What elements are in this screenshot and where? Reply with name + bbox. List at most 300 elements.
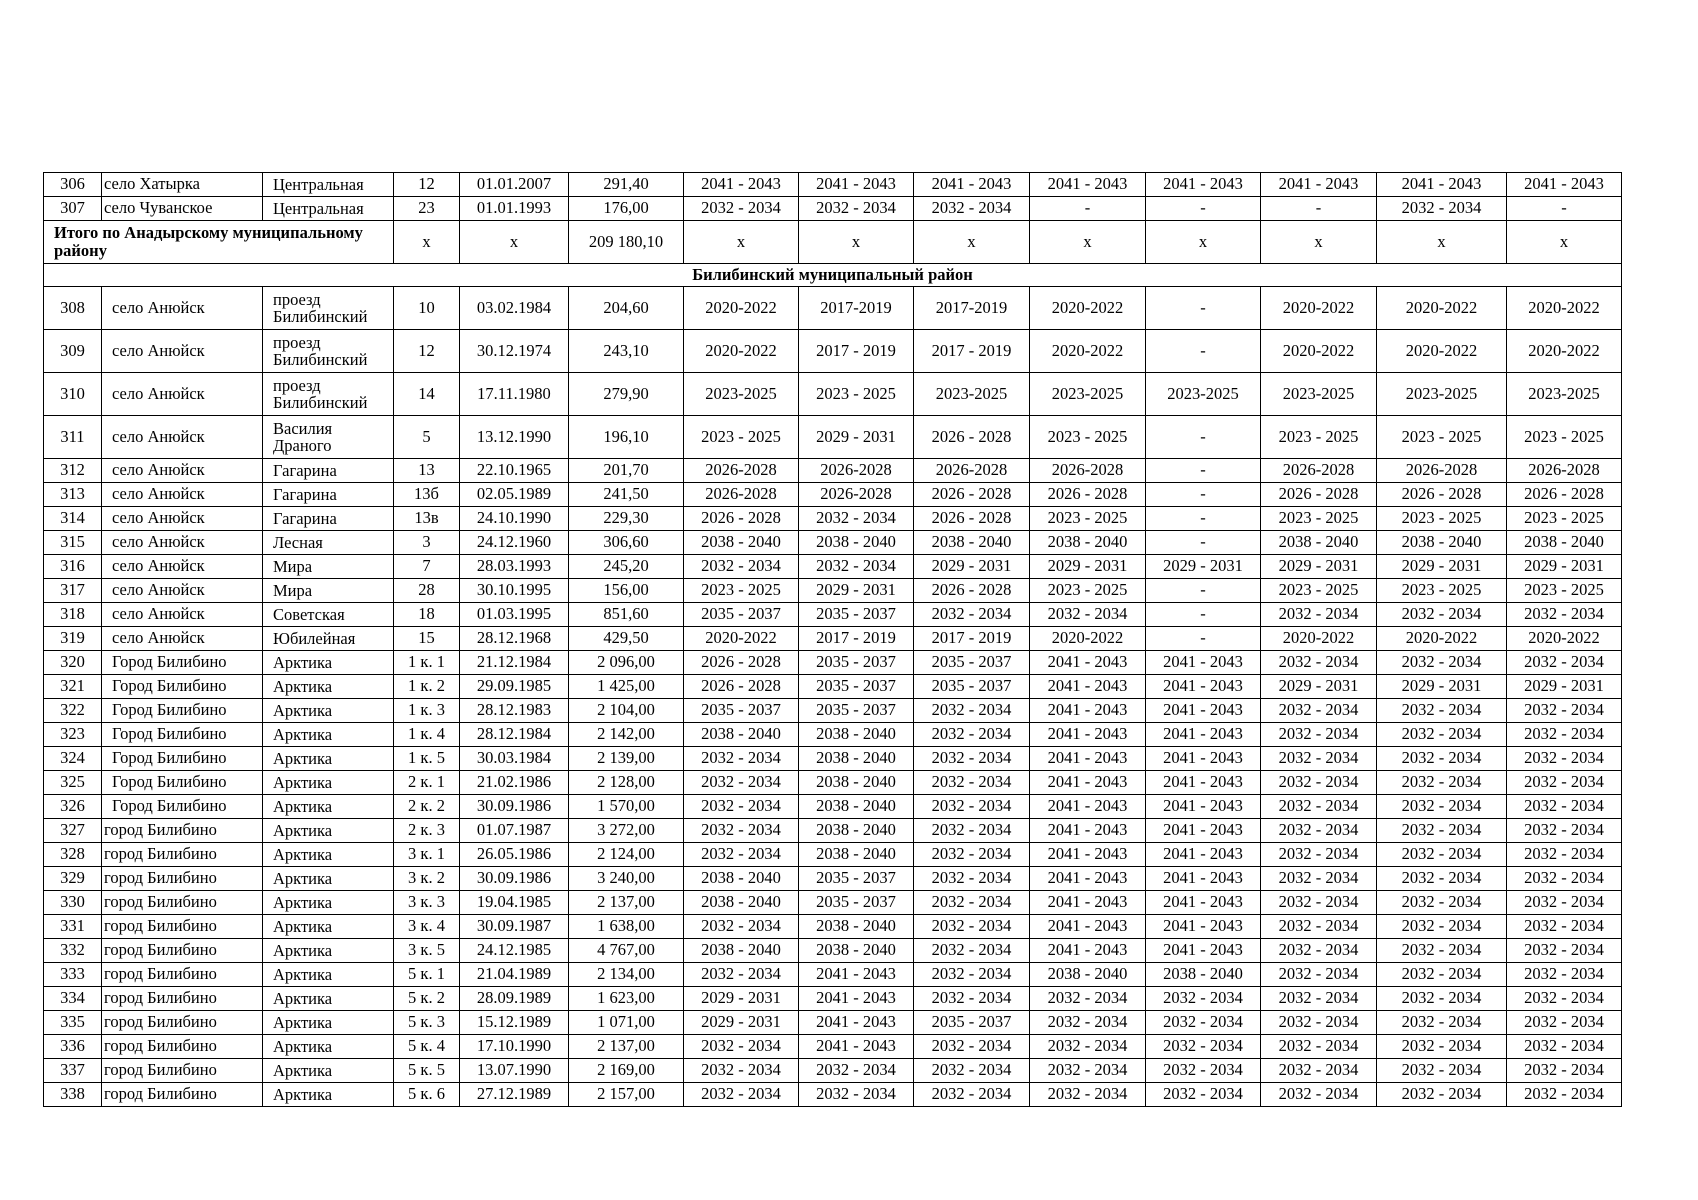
house-cell: 1 к. 1 <box>394 651 460 675</box>
total-period-cell: x <box>1030 221 1146 264</box>
date-cell: 30.09.1986 <box>460 867 569 891</box>
period-cell: - <box>1507 197 1622 221</box>
period-cell: - <box>1146 459 1261 483</box>
period-cell: 2026 - 2028 <box>1261 483 1377 507</box>
period-cell: 2020-2022 <box>1261 287 1377 330</box>
period-cell: 2023 - 2025 <box>1377 507 1507 531</box>
street-cell: Арктика <box>263 963 394 987</box>
period-cell: 2041 - 2043 <box>1146 699 1261 723</box>
row-number: 322 <box>44 699 102 723</box>
house-cell: 3 <box>394 531 460 555</box>
table-row <box>44 651 1622 675</box>
street-cell: Арктика <box>263 1059 394 1083</box>
period-cell: 2032 - 2034 <box>1377 197 1507 221</box>
period-cell: 2026-2028 <box>684 459 799 483</box>
house-cell: 5 к. 5 <box>394 1059 460 1083</box>
period-cell: 2032 - 2034 <box>1377 915 1507 939</box>
table-row <box>44 627 1622 651</box>
period-cell: - <box>1146 197 1261 221</box>
period-cell: - <box>1146 603 1261 627</box>
period-cell: 2026 - 2028 <box>684 675 799 699</box>
period-cell: 2023-2025 <box>1507 373 1622 416</box>
period-cell: 2032 - 2034 <box>684 843 799 867</box>
row-number: 318 <box>44 603 102 627</box>
period-cell: 2035 - 2037 <box>799 699 914 723</box>
area-cell: 2 134,00 <box>569 963 684 987</box>
period-cell: 2026 - 2028 <box>1377 483 1507 507</box>
row-number: 326 <box>44 795 102 819</box>
period-cell: 2026 - 2028 <box>914 579 1030 603</box>
period-cell: 2029 - 2031 <box>799 416 914 459</box>
house-cell: 28 <box>394 579 460 603</box>
house-cell: 1 к. 3 <box>394 699 460 723</box>
area-cell: 2 169,00 <box>569 1059 684 1083</box>
date-cell: 01.03.1995 <box>460 603 569 627</box>
period-cell: 2032 - 2034 <box>684 747 799 771</box>
settlement-cell: город Билибино <box>102 1059 263 1083</box>
area-cell: 429,50 <box>569 627 684 651</box>
period-cell: 2038 - 2040 <box>684 723 799 747</box>
row-number: 319 <box>44 627 102 651</box>
period-cell: 2032 - 2034 <box>1261 915 1377 939</box>
period-cell: 2035 - 2037 <box>684 699 799 723</box>
period-cell: 2032 - 2034 <box>1377 963 1507 987</box>
table-row <box>44 416 1622 459</box>
period-cell: 2032 - 2034 <box>1507 891 1622 915</box>
period-cell: 2032 - 2034 <box>1261 819 1377 843</box>
period-cell: 2041 - 2043 <box>1030 675 1146 699</box>
period-cell: 2029 - 2031 <box>1507 555 1622 579</box>
settlement-cell: город Билибино <box>102 819 263 843</box>
street-cell: Лесная <box>263 531 394 555</box>
table-row <box>44 459 1622 483</box>
period-cell: 2041 - 2043 <box>1146 747 1261 771</box>
period-cell: 2032 - 2034 <box>914 1083 1030 1107</box>
street-cell: проезд Билибинский <box>263 287 394 330</box>
house-cell: 12 <box>394 173 460 197</box>
period-cell: 2032 - 2034 <box>1377 1083 1507 1107</box>
period-cell: 2032 - 2034 <box>914 891 1030 915</box>
table-row <box>44 795 1622 819</box>
row-number: 314 <box>44 507 102 531</box>
period-cell: 2038 - 2040 <box>684 891 799 915</box>
period-cell: 2041 - 2043 <box>1146 675 1261 699</box>
row-number: 306 <box>44 173 102 197</box>
settlement-cell: село Хатырка <box>102 173 263 197</box>
row-number: 309 <box>44 330 102 373</box>
area-cell: 2 142,00 <box>569 723 684 747</box>
date-cell: 15.12.1989 <box>460 1011 569 1035</box>
area-cell: 1 570,00 <box>569 795 684 819</box>
period-cell: 2029 - 2031 <box>1377 555 1507 579</box>
period-cell: 2035 - 2037 <box>914 675 1030 699</box>
period-cell: 2032 - 2034 <box>1377 723 1507 747</box>
row-number: 316 <box>44 555 102 579</box>
period-cell: 2032 - 2034 <box>1261 651 1377 675</box>
house-cell: 5 к. 3 <box>394 1011 460 1035</box>
street-cell: Гагарина <box>263 459 394 483</box>
date-cell: 27.12.1989 <box>460 1083 569 1107</box>
street-cell: Арктика <box>263 675 394 699</box>
period-cell: 2032 - 2034 <box>1030 1083 1146 1107</box>
period-cell: 2017-2019 <box>799 287 914 330</box>
period-cell: 2035 - 2037 <box>914 651 1030 675</box>
settlement-cell: Город Билибино <box>102 651 263 675</box>
settlement-cell: село Анюйск <box>102 459 263 483</box>
house-cell: 13б <box>394 483 460 507</box>
date-cell: 30.10.1995 <box>460 579 569 603</box>
period-cell: 2026 - 2028 <box>914 483 1030 507</box>
area-cell: 2 104,00 <box>569 699 684 723</box>
period-cell: 2032 - 2034 <box>1377 1059 1507 1083</box>
period-cell: 2032 - 2034 <box>1261 603 1377 627</box>
row-number: 324 <box>44 747 102 771</box>
settlement-cell: город Билибино <box>102 963 263 987</box>
period-cell: 2041 - 2043 <box>799 1035 914 1059</box>
period-cell: 2032 - 2034 <box>684 795 799 819</box>
period-cell: 2032 - 2034 <box>1377 651 1507 675</box>
date-cell: 01.01.1993 <box>460 197 569 221</box>
period-cell: 2032 - 2034 <box>1377 699 1507 723</box>
area-cell: 1 071,00 <box>569 1011 684 1035</box>
period-cell: 2041 - 2043 <box>799 173 914 197</box>
period-cell: 2032 - 2034 <box>1377 771 1507 795</box>
period-cell: 2032 - 2034 <box>1261 1059 1377 1083</box>
house-cell: 1 к. 5 <box>394 747 460 771</box>
area-cell: 2 128,00 <box>569 771 684 795</box>
period-cell: 2026 - 2028 <box>914 507 1030 531</box>
period-cell: 2023-2025 <box>1377 373 1507 416</box>
period-cell: 2020-2022 <box>684 627 799 651</box>
period-cell: - <box>1146 330 1261 373</box>
period-cell: 2032 - 2034 <box>1377 603 1507 627</box>
house-cell: 3 к. 5 <box>394 939 460 963</box>
total-label: Итого по Анадырскому муниципальному району <box>44 221 394 264</box>
settlement-cell: город Билибино <box>102 915 263 939</box>
area-cell: 245,20 <box>569 555 684 579</box>
period-cell: 2032 - 2034 <box>1030 987 1146 1011</box>
period-cell: 2041 - 2043 <box>1146 867 1261 891</box>
area-cell: 3 272,00 <box>569 819 684 843</box>
period-cell: 2041 - 2043 <box>1030 795 1146 819</box>
period-cell: 2032 - 2034 <box>1377 747 1507 771</box>
period-cell: 2032 - 2034 <box>1507 747 1622 771</box>
house-cell: 5 к. 6 <box>394 1083 460 1107</box>
period-cell: 2026 - 2028 <box>1507 483 1622 507</box>
area-cell: 1 638,00 <box>569 915 684 939</box>
settlement-cell: Город Билибино <box>102 771 263 795</box>
area-cell: 279,90 <box>569 373 684 416</box>
street-cell: Арктика <box>263 939 394 963</box>
area-cell: 1 425,00 <box>569 675 684 699</box>
period-cell: 2032 - 2034 <box>684 819 799 843</box>
house-cell: 1 к. 2 <box>394 675 460 699</box>
period-cell: 2026-2028 <box>799 483 914 507</box>
area-cell: 204,60 <box>569 287 684 330</box>
table-row <box>44 603 1622 627</box>
period-cell: 2032 - 2034 <box>1507 819 1622 843</box>
period-cell: 2041 - 2043 <box>1146 915 1261 939</box>
period-cell: 2032 - 2034 <box>914 963 1030 987</box>
street-cell: Арктика <box>263 795 394 819</box>
row-number: 337 <box>44 1059 102 1083</box>
area-cell: 2 124,00 <box>569 843 684 867</box>
period-cell: 2023 - 2025 <box>1261 416 1377 459</box>
period-cell: 2029 - 2031 <box>1146 555 1261 579</box>
period-cell: 2026 - 2028 <box>684 651 799 675</box>
period-cell: 2041 - 2043 <box>1146 819 1261 843</box>
date-cell: 28.03.1993 <box>460 555 569 579</box>
street-cell: Центральная <box>263 173 394 197</box>
period-cell: 2032 - 2034 <box>799 197 914 221</box>
period-cell: - <box>1146 627 1261 651</box>
period-cell: 2041 - 2043 <box>1146 651 1261 675</box>
row-number: 317 <box>44 579 102 603</box>
period-cell: 2026 - 2028 <box>684 507 799 531</box>
settlement-cell: село Анюйск <box>102 507 263 531</box>
period-cell: 2023-2025 <box>914 373 1030 416</box>
period-cell: 2020-2022 <box>684 287 799 330</box>
street-cell: Арктика <box>263 819 394 843</box>
street-cell: Арктика <box>263 987 394 1011</box>
total-period-cell: x <box>1146 221 1261 264</box>
period-cell: 2041 - 2043 <box>1030 173 1146 197</box>
period-cell: 2026-2028 <box>1377 459 1507 483</box>
date-cell: 24.12.1985 <box>460 939 569 963</box>
period-cell: 2032 - 2034 <box>1377 843 1507 867</box>
date-cell: 28.12.1984 <box>460 723 569 747</box>
area-cell: 243,10 <box>569 330 684 373</box>
period-cell: 2038 - 2040 <box>799 819 914 843</box>
period-cell: 2032 - 2034 <box>914 1035 1030 1059</box>
row-number: 311 <box>44 416 102 459</box>
row-number: 330 <box>44 891 102 915</box>
period-cell: 2041 - 2043 <box>1030 819 1146 843</box>
street-cell: Юбилейная <box>263 627 394 651</box>
house-cell: 13в <box>394 507 460 531</box>
total-period-cell: x <box>799 221 914 264</box>
settlement-cell: село Анюйск <box>102 287 263 330</box>
period-cell: 2023 - 2025 <box>1377 416 1507 459</box>
settlement-cell: Город Билибино <box>102 795 263 819</box>
area-cell: 2 137,00 <box>569 1035 684 1059</box>
settlement-cell: город Билибино <box>102 1035 263 1059</box>
row-number: 312 <box>44 459 102 483</box>
street-cell: Арктика <box>263 1035 394 1059</box>
date-cell: 21.02.1986 <box>460 771 569 795</box>
period-cell: 2017-2019 <box>914 287 1030 330</box>
period-cell: 2029 - 2031 <box>684 1011 799 1035</box>
register-table <box>43 172 1622 1107</box>
period-cell: - <box>1146 579 1261 603</box>
period-cell: 2038 - 2040 <box>1377 531 1507 555</box>
house-cell: 3 к. 1 <box>394 843 460 867</box>
period-cell: 2041 - 2043 <box>1146 771 1261 795</box>
area-cell: 229,30 <box>569 507 684 531</box>
period-cell: 2032 - 2034 <box>684 1035 799 1059</box>
period-cell: 2032 - 2034 <box>1261 987 1377 1011</box>
settlement-cell: село Анюйск <box>102 627 263 651</box>
table-row <box>44 963 1622 987</box>
period-cell: 2029 - 2031 <box>1261 675 1377 699</box>
period-cell: 2038 - 2040 <box>799 795 914 819</box>
period-cell: 2041 - 2043 <box>1030 867 1146 891</box>
period-cell: - <box>1146 507 1261 531</box>
period-cell: 2029 - 2031 <box>1507 675 1622 699</box>
street-cell: Центральная <box>263 197 394 221</box>
date-cell: 30.03.1984 <box>460 747 569 771</box>
table-row <box>44 1011 1622 1035</box>
period-cell: 2041 - 2043 <box>799 963 914 987</box>
house-cell: 15 <box>394 627 460 651</box>
total-period-cell: x <box>1261 221 1377 264</box>
period-cell: 2029 - 2031 <box>1377 675 1507 699</box>
date-cell: 17.10.1990 <box>460 1035 569 1059</box>
house-cell: 14 <box>394 373 460 416</box>
period-cell: 2041 - 2043 <box>1146 939 1261 963</box>
period-cell: 2038 - 2040 <box>799 843 914 867</box>
period-cell: - <box>1146 531 1261 555</box>
period-cell: 2032 - 2034 <box>1030 1035 1146 1059</box>
settlement-cell: село Чуванское <box>102 197 263 221</box>
period-cell: 2023 - 2025 <box>1030 507 1146 531</box>
period-cell: 2023-2025 <box>684 373 799 416</box>
period-cell: 2032 - 2034 <box>1261 867 1377 891</box>
house-cell: 10 <box>394 287 460 330</box>
period-cell: 2041 - 2043 <box>1030 771 1146 795</box>
period-cell: 2041 - 2043 <box>1261 173 1377 197</box>
period-cell: 2023 - 2025 <box>1261 579 1377 603</box>
total-period-cell: x <box>1507 221 1622 264</box>
row-number: 333 <box>44 963 102 987</box>
table-row <box>44 747 1622 771</box>
row-number: 325 <box>44 771 102 795</box>
period-cell: 2020-2022 <box>684 330 799 373</box>
table-row <box>44 819 1622 843</box>
table-row <box>44 867 1622 891</box>
period-cell: 2032 - 2034 <box>1507 1011 1622 1035</box>
period-cell: 2041 - 2043 <box>1030 747 1146 771</box>
period-cell: 2032 - 2034 <box>1261 1011 1377 1035</box>
settlement-cell: город Билибино <box>102 1083 263 1107</box>
period-cell: 2020-2022 <box>1507 330 1622 373</box>
area-cell: 2 096,00 <box>569 651 684 675</box>
period-cell: 2032 - 2034 <box>684 1059 799 1083</box>
house-cell: 5 к. 2 <box>394 987 460 1011</box>
period-cell: 2026-2028 <box>1030 459 1146 483</box>
date-cell: 26.05.1986 <box>460 843 569 867</box>
period-cell: 2035 - 2037 <box>799 675 914 699</box>
date-cell: 24.12.1960 <box>460 531 569 555</box>
period-cell: 2029 - 2031 <box>799 579 914 603</box>
period-cell: 2032 - 2034 <box>799 507 914 531</box>
date-cell: 13.07.1990 <box>460 1059 569 1083</box>
period-cell: 2023 - 2025 <box>684 416 799 459</box>
table-row <box>44 507 1622 531</box>
period-cell: 2041 - 2043 <box>1146 891 1261 915</box>
period-cell: 2032 - 2034 <box>1507 699 1622 723</box>
house-cell: 18 <box>394 603 460 627</box>
period-cell: 2041 - 2043 <box>1146 843 1261 867</box>
street-cell: Гагарина <box>263 507 394 531</box>
row-number: 336 <box>44 1035 102 1059</box>
period-cell: 2038 - 2040 <box>799 771 914 795</box>
period-cell: 2032 - 2034 <box>1261 1035 1377 1059</box>
date-cell: 01.01.2007 <box>460 173 569 197</box>
table-row <box>44 1059 1622 1083</box>
settlement-cell: Город Билибино <box>102 699 263 723</box>
settlement-cell: село Анюйск <box>102 373 263 416</box>
area-cell: 201,70 <box>569 459 684 483</box>
period-cell: 2032 - 2034 <box>1507 867 1622 891</box>
area-cell: 2 157,00 <box>569 1083 684 1107</box>
period-cell: - <box>1146 483 1261 507</box>
settlement-cell: Город Билибино <box>102 747 263 771</box>
row-number: 315 <box>44 531 102 555</box>
table-row <box>44 555 1622 579</box>
period-cell: 2032 - 2034 <box>914 819 1030 843</box>
period-cell: 2041 - 2043 <box>914 173 1030 197</box>
table-row <box>44 723 1622 747</box>
row-number: 332 <box>44 939 102 963</box>
period-cell: 2026 - 2028 <box>1030 483 1146 507</box>
period-cell: 2026-2028 <box>1507 459 1622 483</box>
period-cell: 2035 - 2037 <box>799 867 914 891</box>
settlement-cell: город Билибино <box>102 939 263 963</box>
period-cell: 2035 - 2037 <box>684 603 799 627</box>
period-cell: 2023-2025 <box>1146 373 1261 416</box>
period-cell: 2035 - 2037 <box>799 891 914 915</box>
house-cell: 5 к. 1 <box>394 963 460 987</box>
period-cell: 2041 - 2043 <box>1030 651 1146 675</box>
period-cell: 2032 - 2034 <box>1261 723 1377 747</box>
period-cell: 2032 - 2034 <box>1146 987 1261 1011</box>
period-cell: 2023 - 2025 <box>684 579 799 603</box>
period-cell: 2035 - 2037 <box>914 1011 1030 1035</box>
period-cell: 2041 - 2043 <box>799 987 914 1011</box>
period-cell: 2041 - 2043 <box>1146 173 1261 197</box>
period-cell: 2038 - 2040 <box>1030 963 1146 987</box>
period-cell: 2020-2022 <box>1377 287 1507 330</box>
period-cell: 2017 - 2019 <box>799 627 914 651</box>
house-cell: 3 к. 4 <box>394 915 460 939</box>
street-cell: Мира <box>263 555 394 579</box>
period-cell: 2041 - 2043 <box>1030 843 1146 867</box>
area-cell: 196,10 <box>569 416 684 459</box>
house-cell: 23 <box>394 197 460 221</box>
house-cell: 3 к. 3 <box>394 891 460 915</box>
period-cell: 2041 - 2043 <box>1377 173 1507 197</box>
period-cell: 2041 - 2043 <box>684 173 799 197</box>
table-row <box>44 287 1622 330</box>
period-cell: 2020-2022 <box>1507 287 1622 330</box>
street-cell: Арктика <box>263 747 394 771</box>
area-cell: 1 623,00 <box>569 987 684 1011</box>
total-period-cell: x <box>684 221 799 264</box>
date-cell: 30.12.1974 <box>460 330 569 373</box>
period-cell: 2023 - 2025 <box>1030 579 1146 603</box>
period-cell: 2020-2022 <box>1507 627 1622 651</box>
house-cell: 2 к. 1 <box>394 771 460 795</box>
area-cell: 291,40 <box>569 173 684 197</box>
house-cell: 3 к. 2 <box>394 867 460 891</box>
total-cell-house: x <box>394 221 460 264</box>
period-cell: 2041 - 2043 <box>1507 173 1622 197</box>
period-cell: 2038 - 2040 <box>1507 531 1622 555</box>
area-cell: 241,50 <box>569 483 684 507</box>
period-cell: 2023 - 2025 <box>1377 579 1507 603</box>
period-cell: 2038 - 2040 <box>799 531 914 555</box>
